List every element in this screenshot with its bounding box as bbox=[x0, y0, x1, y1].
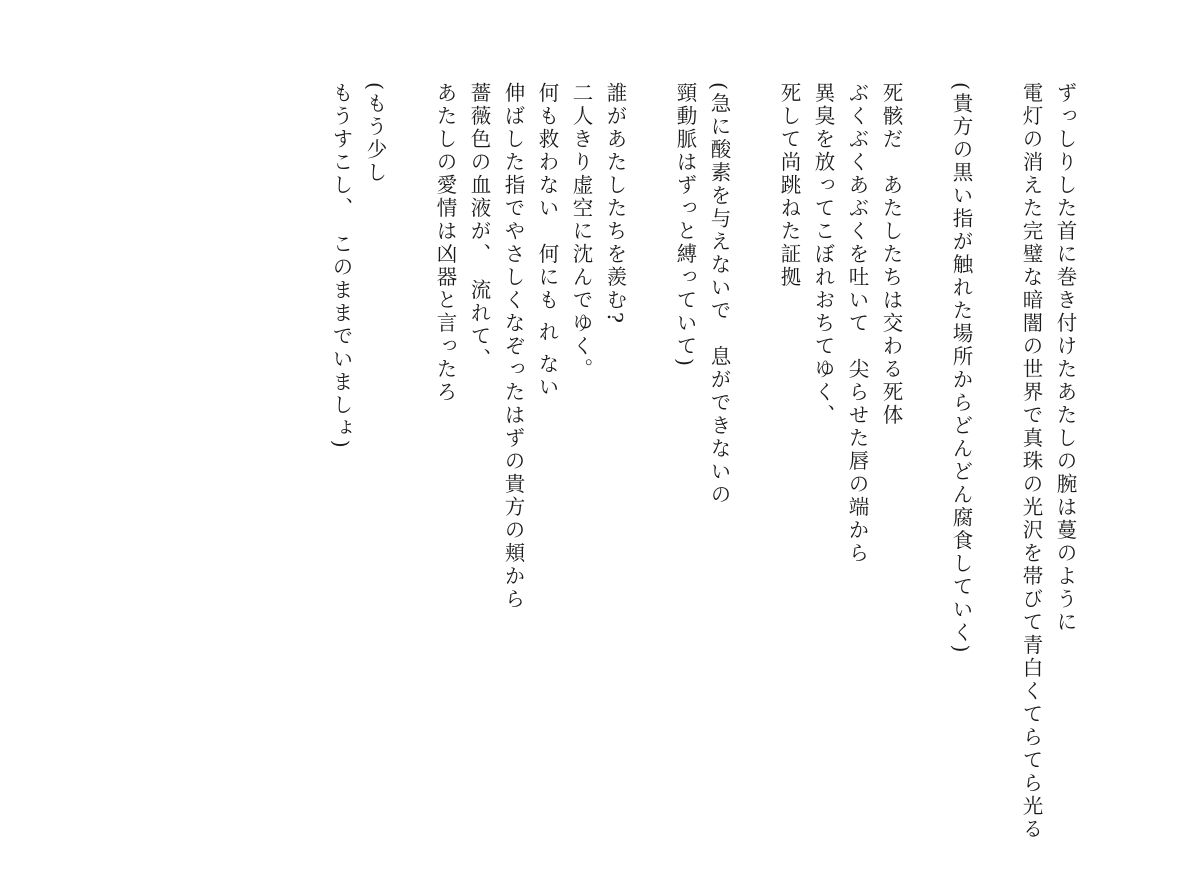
poem-line: 異臭を放ってこぼれおちてゆく、 bbox=[811, 82, 835, 427]
poem-line: 二人きり虚空に沈んでゆく。 bbox=[569, 82, 593, 381]
poem-line: ぶくぶくあぶくを吐いて 尖らせた唇の端から bbox=[845, 82, 869, 565]
stanza-3 bbox=[772, 82, 908, 842]
stanza-6 bbox=[324, 82, 392, 842]
stanza-4 bbox=[668, 82, 736, 842]
poem-line: 死骸だ あたしたちは交わる死体 bbox=[879, 82, 903, 427]
poem-line: あたしの愛情は凶器と言ったろ bbox=[433, 82, 457, 404]
poem-line: 何も救わない 何にも れ ない bbox=[535, 82, 559, 400]
poem-line: 伸ばした指でやさしくなぞったはずの貴方の頬から bbox=[501, 82, 525, 611]
poem-line: 頸動脈はずっと縛っていて) bbox=[673, 82, 697, 369]
poem-line: もうすこし、 このままでいましょ) bbox=[329, 82, 353, 451]
stanza-1 bbox=[1014, 82, 1082, 842]
poem-line: 電灯の消えた完璧な暗闇の世界で真珠の光沢を帯びて青白くてらてら光る bbox=[1019, 82, 1043, 841]
poem-line: ずっしりした首に巻き付けたあたしの腕は蔓のように bbox=[1053, 82, 1077, 634]
stanza-5 bbox=[428, 82, 632, 842]
poem-line: 薔薇色の血液が、 流れて、 bbox=[467, 82, 491, 371]
poem-line: (急に酸素を与えないで 息ができないの bbox=[707, 82, 731, 507]
poem-line: 死して尚跳ねた証拠 bbox=[777, 82, 801, 289]
poem-line: (貴方の黒い指が触れた場所からどんどん腐食していく) bbox=[949, 82, 973, 655]
poem-line: (もう少し bbox=[363, 82, 387, 185]
stanza-2 bbox=[944, 82, 978, 842]
poem-text bbox=[324, 82, 1082, 842]
poem-line: 誰があたしたちを羨む? bbox=[603, 82, 627, 326]
